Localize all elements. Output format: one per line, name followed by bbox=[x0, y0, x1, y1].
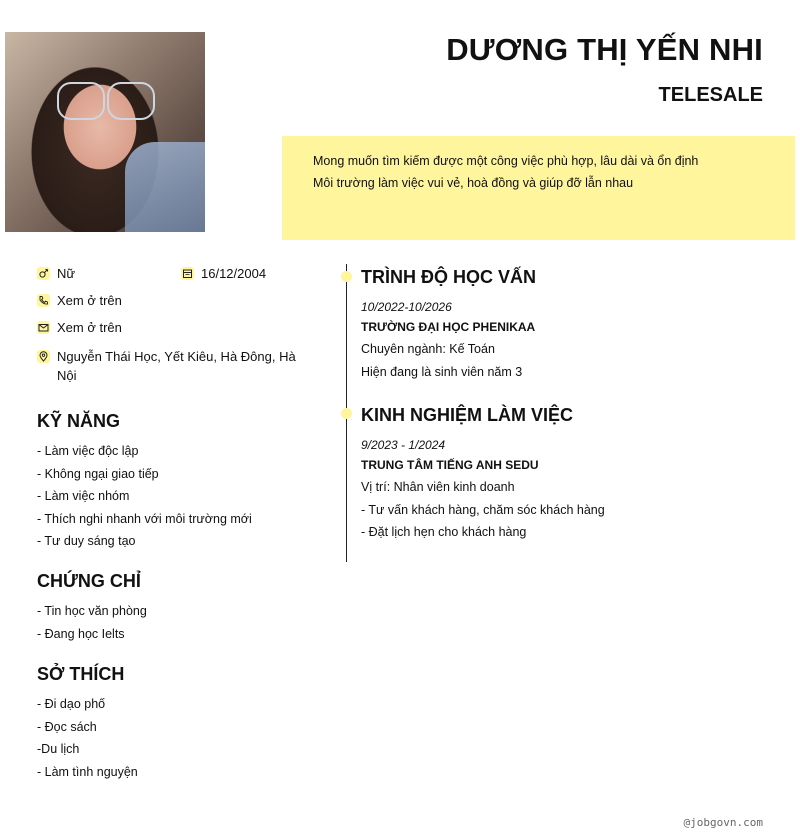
list-item: - Làm việc nhóm bbox=[37, 489, 130, 503]
list-item: - Đọc sách bbox=[37, 719, 97, 734]
list-item: - Làm việc độc lập bbox=[37, 444, 139, 458]
email-icon bbox=[37, 321, 50, 334]
education-date: 10/2022-10/2026 bbox=[361, 300, 452, 314]
education-entry bbox=[361, 299, 535, 386]
list-item: - Thích nghi nhanh với môi trường mới bbox=[37, 511, 252, 526]
calendar-icon bbox=[181, 267, 194, 280]
email-value: Xem ở trên bbox=[57, 320, 122, 335]
objective-line: Mong muốn tìm kiếm được một công việc phù hợp, lâu dài và ổn định bbox=[313, 154, 699, 168]
location-icon bbox=[37, 350, 50, 363]
gender-icon bbox=[37, 267, 50, 280]
education-line: Hiện đang là sinh viên năm 3 bbox=[361, 364, 523, 379]
certificates-title: CHỨNG CHỈ bbox=[37, 571, 141, 591]
experience-entry bbox=[361, 437, 605, 547]
experience-line: - Đặt lịch hẹn cho khách hàng bbox=[361, 525, 527, 539]
footer-watermark: @jobgovn.com bbox=[683, 816, 763, 829]
list-item: - Tin học văn phòng bbox=[37, 604, 147, 618]
experience-title: KINH NGHIỆM LÀM VIỆC bbox=[361, 405, 574, 425]
experience-line: - Tư vấn khách hàng, chăm sóc khách hàng bbox=[361, 502, 605, 517]
career-objective bbox=[282, 136, 795, 240]
profile-photo bbox=[5, 32, 205, 232]
gender-value: Nữ bbox=[57, 266, 76, 281]
experience-line: Vị trí: Nhân viên kinh doanh bbox=[361, 480, 515, 494]
education-school: TRƯỜNG ĐẠI HỌC PHENIKAA bbox=[361, 320, 536, 334]
experience-timeline-dot bbox=[341, 408, 352, 419]
candidate-role: TELESALE bbox=[658, 84, 763, 106]
experience-company: TRUNG TÂM TIẾNG ANH SEDU bbox=[361, 458, 539, 472]
hobbies-title: SỞ THÍCH bbox=[37, 664, 125, 684]
phone-value: Xem ở trên bbox=[57, 293, 122, 308]
email-row bbox=[37, 320, 122, 335]
address-row bbox=[37, 347, 312, 385]
address-value: Nguyễn Thái Học, Yết Kiêu, Hà Đông, Hà Nội bbox=[57, 349, 296, 383]
list-item: -Du lịch bbox=[37, 742, 80, 756]
objective-line: Môi trường làm việc vui vẻ, hoà đồng và giúp đỡ lẫn nhau bbox=[313, 176, 634, 190]
gender-row bbox=[37, 266, 75, 281]
list-item: - Đang học Ielts bbox=[37, 626, 125, 641]
photo-glasses-right bbox=[107, 82, 155, 120]
hobbies-list bbox=[37, 696, 138, 786]
candidate-name: DƯƠNG THỊ YẾN NHI bbox=[446, 32, 763, 67]
certificates-list bbox=[37, 603, 147, 648]
photo-glasses-left bbox=[57, 82, 105, 120]
list-item: - Làm tình nguyện bbox=[37, 764, 138, 779]
phone-icon bbox=[37, 294, 50, 307]
skills-title: KỸ NĂNG bbox=[37, 411, 121, 431]
list-item: - Không ngại giao tiếp bbox=[37, 466, 159, 481]
education-title: TRÌNH ĐỘ HỌC VẤN bbox=[361, 267, 536, 287]
skills-list bbox=[37, 443, 252, 556]
photo-shirt-shape bbox=[125, 142, 205, 232]
list-item: - Đi dạo phố bbox=[37, 697, 106, 711]
birthday-value: 16/12/2004 bbox=[201, 266, 267, 281]
experience-date: 9/2023 - 1/2024 bbox=[361, 438, 446, 452]
list-item: - Tư duy sáng tạo bbox=[37, 534, 136, 548]
education-timeline-dot bbox=[341, 271, 352, 282]
phone-row bbox=[37, 293, 122, 308]
birthday-row bbox=[181, 266, 266, 281]
education-line: Chuyên ngành: Kế Toán bbox=[361, 342, 495, 356]
